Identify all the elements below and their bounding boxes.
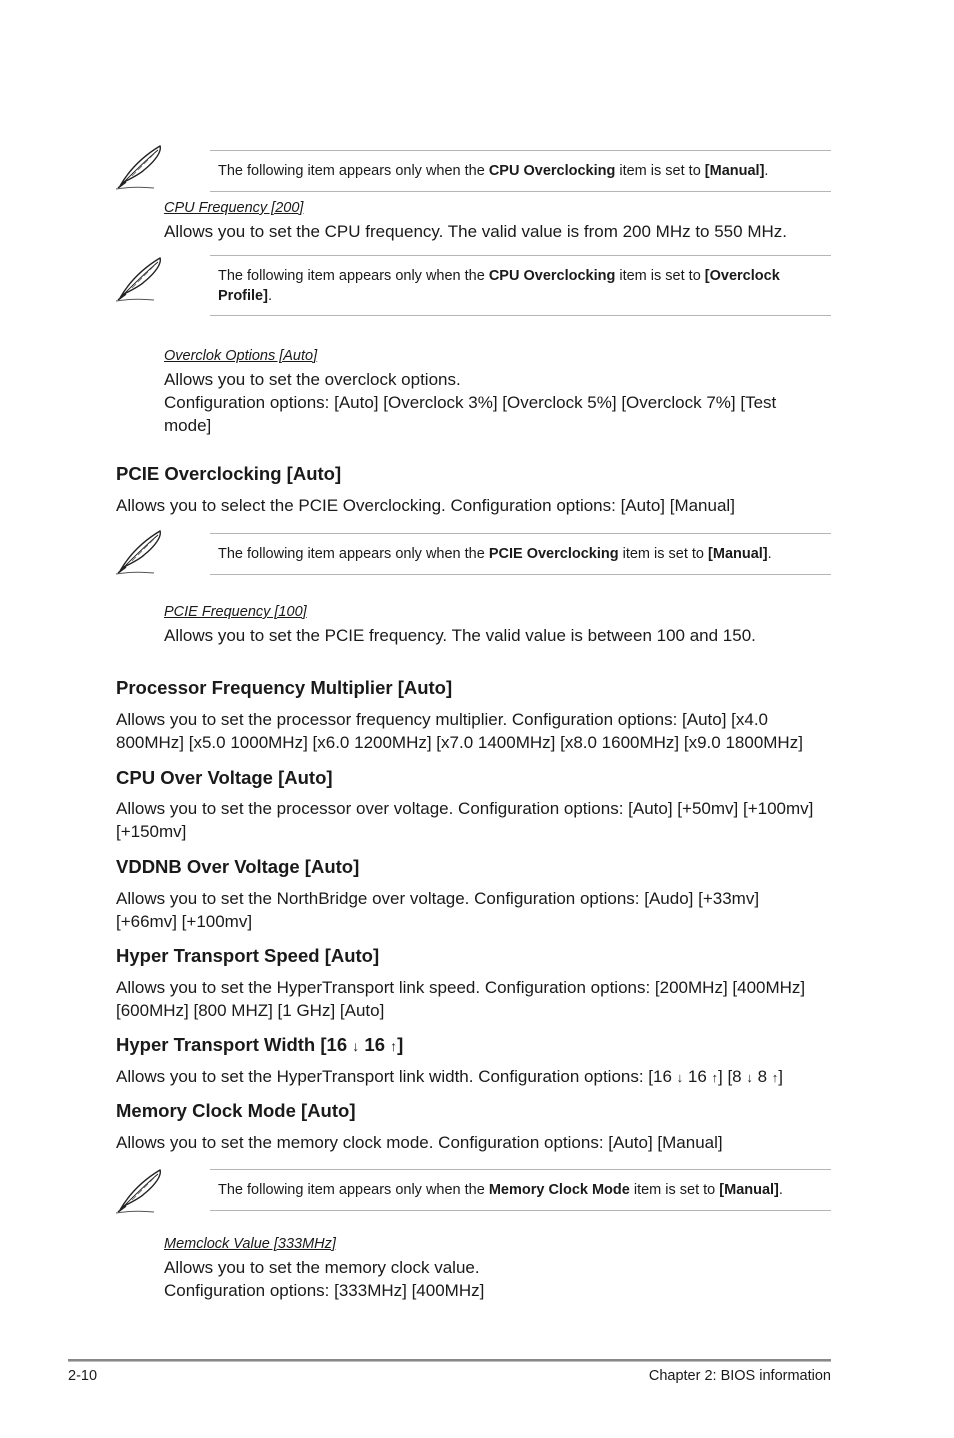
subitem-label: Overclok Options [Auto]	[164, 348, 318, 364]
note-box: The following item appears only when the Memory Clock Mode item is set to [Manual].	[210, 1169, 831, 1211]
section-desc: Allows you to set the memory clock mode. Configuration options: [Auto] [Manual]	[116, 1133, 723, 1152]
arrow-down-icon: ↓	[352, 1038, 360, 1054]
section-desc: Allows you to select the PCIE Overclocking. Configuration options: [Auto] [Manual]	[116, 496, 735, 515]
note-feather-icon	[114, 142, 166, 190]
note-box: The following item appears only when the CPU Overclocking item is set to [Manual].	[210, 150, 831, 192]
subitem-desc: Allows you to set the overclock options. Configuration options: [Auto] [Overclock 3%] [Overclock 5%] [Overclock 7%] [Test mode]	[164, 370, 777, 435]
subitem-desc: Allows you to set the PCIE frequency. The valid value is between 100 and 150.	[164, 626, 756, 645]
subitem-label: CPU Frequency [200]	[164, 200, 304, 216]
page-number: 2-10	[68, 1368, 98, 1384]
subitem-desc: Allows you to set the memory clock value. Configuration options: [333MHz] [400MHz]	[164, 1258, 485, 1300]
arrow-up-icon: ↑	[771, 1070, 779, 1085]
section-heading: PCIE Overclocking [Auto]	[116, 463, 342, 484]
subitem-desc: Allows you to set the CPU frequency. The valid value is from 200 MHz to 550 MHz.	[164, 222, 787, 241]
section-heading: Memory Clock Mode [Auto]	[116, 1100, 356, 1121]
subitem-label: Memclock Value [333MHz]	[164, 1236, 336, 1252]
section-desc: Allows you to set the HyperTransport link speed. Configuration options: [200MHz] [400MHz] [600MHz] [800 MHZ] [1 GHz] [Auto]	[116, 978, 806, 1020]
arrow-down-icon: ↓	[676, 1070, 684, 1085]
subitem-label: PCIE Frequency [100]	[164, 604, 307, 620]
section-desc: Allows you to set the processor frequency multiplier. Configuration options: [Auto] [x4.0 800MHz] [x5.0 1000MHz] [x6.0 1200MHz] [x7.0 1400MHz] [x8.0 1600MHz] [x9.0 1800MHz]	[116, 710, 803, 752]
section-desc: Allows you to set the NorthBridge over voltage. Configuration options: [Audo] [+33mv] [+66mv] [+100mv]	[116, 889, 760, 931]
note-feather-icon	[114, 254, 166, 302]
section-heading: Processor Frequency Multiplier [Auto]	[116, 677, 453, 698]
chapter-title: Chapter 2: BIOS information	[648, 1368, 831, 1384]
section-desc: Allows you to set the processor over voltage. Configuration options: [Auto] [+50mv] [+100mv] [+150mv]	[116, 799, 814, 841]
arrow-up-icon: ↑	[711, 1070, 719, 1085]
note-feather-icon	[114, 1166, 166, 1214]
section-desc: Allows you to set the HyperTransport link width. Configuration options: [16 ↓ 16 ↑] [8 ↓ 8 ↑]	[116, 1067, 784, 1086]
note-box: The following item appears only when the CPU Overclocking item is set to [Overclock Profile].	[210, 255, 831, 316]
section-heading: Hyper Transport Speed [Auto]	[116, 945, 380, 966]
note-box: The following item appears only when the PCIE Overclocking item is set to [Manual].	[210, 533, 831, 575]
note-feather-icon	[114, 527, 166, 575]
arrow-down-icon: ↓	[746, 1070, 753, 1085]
section-heading: Hyper Transport Width [16 ↓ 16 ↑]	[116, 1034, 404, 1055]
arrow-up-icon: ↑	[390, 1038, 398, 1054]
footer-rule	[68, 1359, 831, 1362]
section-heading: VDDNB Over Voltage [Auto]	[116, 856, 360, 877]
section-heading: CPU Over Voltage [Auto]	[116, 767, 333, 788]
